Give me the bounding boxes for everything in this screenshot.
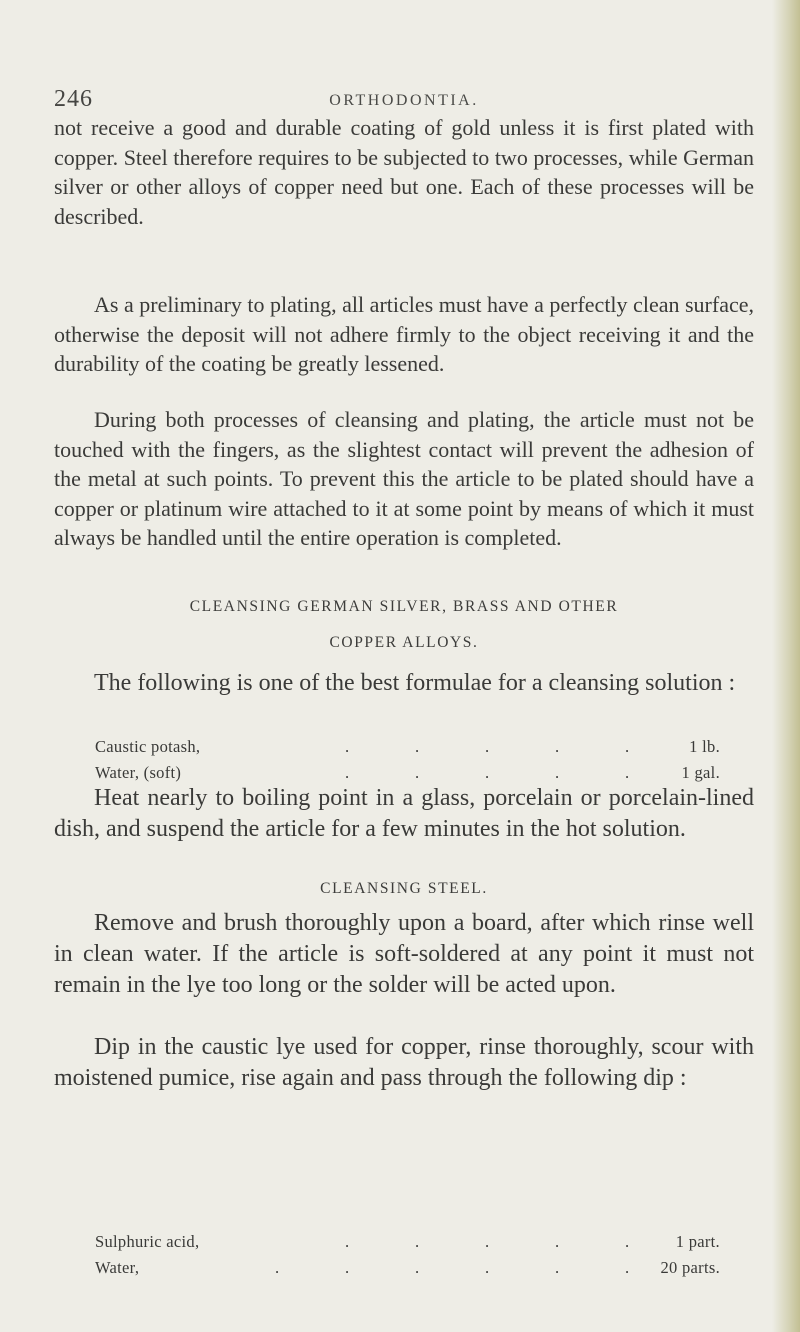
ingredient-name: Caustic potash,	[95, 737, 201, 756]
paragraph-remove-brush: Remove and brush thoroughly upon a board, after which rinse well in clean water. If the article is soft-soldered at any point it must not remain in the lye too long or the solder will be acted upon.	[54, 910, 754, 998]
section-heading-german-silver-cont: COPPER ALLOYS.	[329, 634, 479, 651]
paragraph-preliminary: As a preliminary to plating, all articles must have a perfectly clean surface, otherwise the deposit will not adhere firmly to the object receiving it and the durability of the coating be greatly lessened.	[54, 292, 754, 377]
paragraph-formula-intro: The following is one of the best formulae for a cleansing solution :	[94, 670, 736, 696]
page-header	[54, 86, 754, 116]
formula-row: Water, . . . . . . 20 parts.	[95, 1258, 720, 1277]
formula-cleansing-solution	[95, 737, 720, 789]
ingredient-name: Water, (soft)	[95, 763, 182, 782]
paragraph-handling: During both processes of cleansing and plating, the article must not be touched with the fingers, as the slightest contact will prevent the adhesion of the metal at such points. To prevent this the article to be plated should have a copper or platinum wire attached to it at some point by means of which it must always be handled until the entire operation is completed.	[54, 407, 754, 551]
ingredient-name: Water,	[95, 1258, 140, 1277]
page-number: 246	[54, 86, 93, 112]
ingredient-name: Sulphuric acid,	[95, 1232, 200, 1251]
section-heading-german-silver: CLEANSING GERMAN SILVER, BRASS AND OTHER	[189, 598, 619, 615]
running-head: ORTHODONTIA.	[329, 92, 479, 109]
ingredient-quantity: 1 part.	[675, 1232, 720, 1251]
paragraph-heat: Heat nearly to boiling point in a glass, porcelain or porcelain-lined dish, and suspend the article for a few minutes in the hot solution.	[54, 785, 754, 842]
paragraph-dip: Dip in the caustic lye used for copper, rinse thoroughly, scour with moistened pumice, rise again and pass through the following dip :	[54, 1034, 754, 1091]
ingredient-quantity: 1 lb.	[689, 737, 720, 756]
formula-steel-dip	[95, 1232, 720, 1284]
formula-row: Water, (soft) . . . . . 1 gal.	[95, 763, 720, 782]
paragraph-gold-coating: not receive a good and durable coating of gold unless it is first plated with copper. Steel therefore requires to be subjected to two processes, while German silver or other alloys of copper need but one. Each of these processes will be described.	[54, 115, 754, 229]
section-heading-steel: CLEANSING STEEL.	[320, 880, 488, 897]
formula-row: Caustic potash, . . . . . 1 lb.	[95, 737, 720, 756]
formula-row: Sulphuric acid, . . . . . 1 part.	[95, 1232, 720, 1251]
ingredient-quantity: 20 parts.	[660, 1258, 720, 1277]
ingredient-quantity: 1 gal.	[681, 763, 720, 782]
page-edge-shadow	[772, 0, 800, 1332]
